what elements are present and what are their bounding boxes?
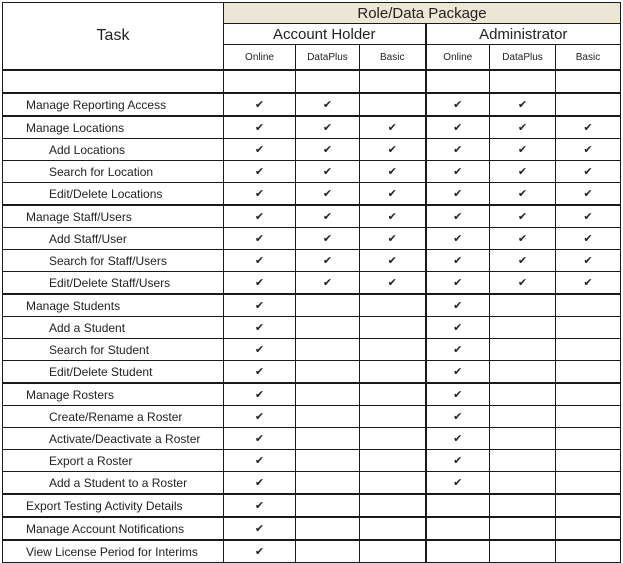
table-row	[3, 317, 621, 339]
permission-cell	[490, 472, 556, 495]
permission-cell	[296, 450, 360, 472]
permission-cell	[296, 205, 360, 228]
checkmark-icon: ✔	[453, 211, 463, 223]
task-label: Add Staff/User	[3, 228, 224, 250]
permission-cell	[490, 450, 556, 472]
permission-cell	[224, 517, 296, 540]
permission-cell	[490, 540, 556, 563]
permission-cell	[426, 250, 490, 272]
task-label: Manage Reporting Access	[3, 93, 224, 116]
permission-cell	[296, 428, 360, 450]
permission-cell	[296, 116, 360, 139]
table-row	[3, 383, 621, 406]
checkmark-icon: ✔	[453, 322, 463, 334]
task-label: Export Testing Activity Details	[3, 494, 224, 517]
permission-cell	[490, 205, 556, 228]
checkmark-icon: ✔	[322, 233, 333, 245]
checkmark-icon: ✔	[322, 144, 333, 156]
permission-cell	[426, 494, 490, 517]
permission-cell	[224, 450, 296, 472]
permission-cell	[360, 205, 426, 228]
table-row	[3, 361, 621, 384]
checkmark-icon: ✔	[387, 211, 397, 223]
checkmark-icon: ✔	[254, 411, 265, 423]
permission-cell	[426, 450, 490, 472]
permission-cell	[426, 339, 490, 361]
permission-cell	[296, 406, 360, 428]
permission-cell	[426, 517, 490, 540]
permission-cell	[556, 317, 621, 339]
checkmark-icon: ✔	[583, 255, 593, 267]
checkmark-icon: ✔	[322, 188, 333, 200]
checkmark-icon: ✔	[322, 211, 333, 223]
permission-cell	[360, 339, 426, 361]
checkmark-icon: ✔	[387, 255, 397, 267]
checkmark-icon: ✔	[453, 344, 463, 356]
permission-cell	[360, 272, 426, 295]
permission-cell	[360, 228, 426, 250]
checkmark-icon: ✔	[453, 411, 463, 423]
permission-cell	[556, 450, 621, 472]
task-label: Manage Locations	[3, 116, 224, 139]
permission-cell	[360, 116, 426, 139]
group-header-account-holder: Account Holder	[224, 24, 426, 45]
table-row	[3, 517, 621, 540]
checkmark-icon: ✔	[387, 188, 397, 200]
permission-cell	[296, 272, 360, 295]
role-package-header: Role/Data Package	[224, 3, 621, 24]
task-label: Manage Account Notifications	[3, 517, 224, 540]
permission-cell	[556, 540, 621, 563]
permission-cell	[556, 228, 621, 250]
checkmark-icon: ✔	[517, 99, 528, 111]
permission-cell	[224, 406, 296, 428]
checkmark-icon: ✔	[583, 277, 593, 289]
permission-cell	[360, 428, 426, 450]
permission-cell	[426, 93, 490, 116]
permission-cell	[296, 494, 360, 517]
permission-cell	[490, 361, 556, 384]
checkmark-icon: ✔	[254, 523, 265, 535]
task-label: Edit/Delete Locations	[3, 183, 224, 206]
checkmark-icon: ✔	[453, 233, 463, 245]
checkmark-icon: ✔	[453, 389, 463, 401]
permission-cell	[360, 361, 426, 384]
permission-cell	[490, 228, 556, 250]
permission-cell	[296, 228, 360, 250]
permission-cell	[490, 161, 556, 183]
permission-cell	[556, 361, 621, 384]
permission-cell	[224, 494, 296, 517]
checkmark-icon: ✔	[322, 99, 333, 111]
permission-cell	[224, 294, 296, 317]
permission-cell	[224, 228, 296, 250]
permission-cell	[490, 139, 556, 161]
checkmark-icon: ✔	[517, 144, 528, 156]
permission-cell	[296, 139, 360, 161]
checkmark-icon: ✔	[254, 277, 265, 289]
table-row	[3, 406, 621, 428]
permission-cell	[224, 205, 296, 228]
permission-cell	[360, 383, 426, 406]
task-label: Edit/Delete Student	[3, 361, 224, 384]
table-row	[3, 183, 621, 206]
permission-cell	[224, 540, 296, 563]
permission-cell	[360, 472, 426, 495]
permission-cell	[296, 540, 360, 563]
table-header	[3, 3, 621, 71]
permission-cell	[224, 250, 296, 272]
table-row	[3, 161, 621, 183]
task-label: Manage Rosters	[3, 383, 224, 406]
task-label: Search for Student	[3, 339, 224, 361]
checkmark-icon: ✔	[453, 122, 463, 134]
permission-cell	[360, 294, 426, 317]
permission-cell	[556, 183, 621, 206]
checkmark-icon: ✔	[254, 211, 265, 223]
checkmark-icon: ✔	[254, 300, 265, 312]
checkmark-icon: ✔	[322, 166, 333, 178]
checkmark-icon: ✔	[322, 255, 333, 267]
permission-cell	[556, 139, 621, 161]
checkmark-icon: ✔	[254, 546, 265, 558]
checkmark-icon: ✔	[254, 366, 265, 378]
checkmark-icon: ✔	[387, 233, 397, 245]
permission-cell	[490, 383, 556, 406]
table-row	[3, 139, 621, 161]
permission-cell	[556, 339, 621, 361]
checkmark-icon: ✔	[254, 99, 265, 111]
permission-cell	[426, 294, 490, 317]
checkmark-icon: ✔	[453, 300, 463, 312]
permission-cell	[296, 250, 360, 272]
permission-cell	[556, 250, 621, 272]
task-label: Search for Staff/Users	[3, 250, 224, 272]
task-label: Add a Student to a Roster	[3, 472, 224, 495]
permission-cell	[296, 93, 360, 116]
package-header: Basic	[360, 45, 426, 71]
permission-cell	[224, 272, 296, 295]
checkmark-icon: ✔	[583, 233, 593, 245]
checkmark-icon: ✔	[453, 166, 463, 178]
header-spacer-row	[3, 70, 621, 93]
permission-cell	[360, 317, 426, 339]
checkmark-icon: ✔	[517, 188, 528, 200]
permission-cell	[426, 472, 490, 495]
permission-cell	[426, 228, 490, 250]
table-row	[3, 294, 621, 317]
checkmark-icon: ✔	[517, 255, 528, 267]
permission-cell	[490, 406, 556, 428]
checkmark-icon: ✔	[254, 144, 265, 156]
checkmark-icon: ✔	[453, 277, 463, 289]
table-row	[3, 494, 621, 517]
checkmark-icon: ✔	[254, 500, 265, 512]
checkmark-icon: ✔	[453, 366, 463, 378]
checkmark-icon: ✔	[254, 455, 265, 467]
task-label: Export a Roster	[3, 450, 224, 472]
permission-cell	[426, 540, 490, 563]
table-row	[3, 205, 621, 228]
permission-cell	[556, 205, 621, 228]
permission-cell	[556, 494, 621, 517]
permission-cell	[224, 183, 296, 206]
permission-cell	[360, 494, 426, 517]
checkmark-icon: ✔	[453, 99, 463, 111]
checkmark-icon: ✔	[254, 233, 265, 245]
checkmark-icon: ✔	[517, 122, 528, 134]
checkmark-icon: ✔	[387, 122, 397, 134]
checkmark-icon: ✔	[254, 433, 265, 445]
group-header-administrator: Administrator	[426, 24, 621, 45]
permission-cell	[296, 294, 360, 317]
task-column-header: Task	[3, 3, 224, 71]
checkmark-icon: ✔	[517, 211, 528, 223]
task-label: Edit/Delete Staff/Users	[3, 272, 224, 295]
table-row	[3, 93, 621, 116]
permission-cell	[556, 517, 621, 540]
checkmark-icon: ✔	[453, 433, 463, 445]
permission-cell	[490, 428, 556, 450]
package-header: DataPlus	[490, 45, 556, 71]
permission-cell	[426, 383, 490, 406]
permission-cell	[490, 272, 556, 295]
table-body	[3, 70, 621, 563]
permission-cell	[360, 93, 426, 116]
checkmark-icon: ✔	[254, 344, 265, 356]
permission-cell	[556, 406, 621, 428]
permission-cell	[426, 205, 490, 228]
permission-cell	[224, 161, 296, 183]
permission-cell	[224, 383, 296, 406]
checkmark-icon: ✔	[583, 144, 593, 156]
permission-cell	[296, 383, 360, 406]
permission-cell	[556, 294, 621, 317]
checkmark-icon: ✔	[254, 188, 265, 200]
permission-cell	[296, 317, 360, 339]
permission-cell	[224, 93, 296, 116]
permission-cell	[426, 161, 490, 183]
permission-cell	[360, 517, 426, 540]
permission-cell	[360, 139, 426, 161]
permission-cell	[224, 116, 296, 139]
task-label: Add Locations	[3, 139, 224, 161]
permission-cell	[296, 472, 360, 495]
permission-cell	[556, 383, 621, 406]
package-header: DataPlus	[296, 45, 360, 71]
permission-cell	[360, 406, 426, 428]
table-row	[3, 116, 621, 139]
permission-cell	[490, 317, 556, 339]
table-row	[3, 450, 621, 472]
checkmark-icon: ✔	[583, 122, 593, 134]
permission-cell	[224, 139, 296, 161]
permission-cell	[556, 272, 621, 295]
permission-cell	[426, 116, 490, 139]
checkmark-icon: ✔	[254, 477, 265, 489]
package-header: Online	[426, 45, 490, 71]
task-label: View License Period for Interims	[3, 540, 224, 563]
package-header: Basic	[556, 45, 621, 71]
checkmark-icon: ✔	[517, 233, 528, 245]
table-row	[3, 228, 621, 250]
permission-cell	[360, 450, 426, 472]
task-label: Activate/Deactivate a Roster	[3, 428, 224, 450]
permission-cell	[556, 472, 621, 495]
permission-cell	[360, 540, 426, 563]
permission-cell	[296, 183, 360, 206]
table-row	[3, 250, 621, 272]
permission-cell	[360, 183, 426, 206]
checkmark-icon: ✔	[254, 322, 265, 334]
permission-cell	[426, 272, 490, 295]
task-label: Manage Students	[3, 294, 224, 317]
checkmark-icon: ✔	[517, 277, 528, 289]
permission-cell	[490, 339, 556, 361]
checkmark-icon: ✔	[453, 255, 463, 267]
permission-cell	[296, 161, 360, 183]
checkmark-icon: ✔	[453, 477, 463, 489]
checkmark-icon: ✔	[453, 188, 463, 200]
checkmark-icon: ✔	[322, 122, 333, 134]
permission-cell	[426, 183, 490, 206]
checkmark-icon: ✔	[387, 144, 397, 156]
permission-cell	[426, 361, 490, 384]
permission-cell	[426, 428, 490, 450]
task-label: Create/Rename a Roster	[3, 406, 224, 428]
table-row	[3, 272, 621, 295]
permission-cell	[360, 161, 426, 183]
permission-cell	[224, 428, 296, 450]
permissions-table	[2, 2, 621, 563]
permission-cell	[490, 517, 556, 540]
permission-cell	[490, 250, 556, 272]
permission-cell	[490, 294, 556, 317]
checkmark-icon: ✔	[453, 144, 463, 156]
checkmark-icon: ✔	[254, 255, 265, 267]
task-label: Add a Student	[3, 317, 224, 339]
permission-cell	[224, 361, 296, 384]
permission-cell	[296, 339, 360, 361]
checkmark-icon: ✔	[583, 211, 593, 223]
permission-cell	[224, 317, 296, 339]
permission-cell	[224, 472, 296, 495]
permission-cell	[490, 116, 556, 139]
checkmark-icon: ✔	[254, 389, 265, 401]
permission-cell	[296, 517, 360, 540]
package-header: Online	[224, 45, 296, 71]
checkmark-icon: ✔	[387, 277, 397, 289]
table-row	[3, 339, 621, 361]
checkmark-icon: ✔	[453, 455, 463, 467]
checkmark-icon: ✔	[254, 122, 265, 134]
checkmark-icon: ✔	[583, 188, 593, 200]
permission-cell	[426, 406, 490, 428]
permission-cell	[490, 494, 556, 517]
table-row	[3, 428, 621, 450]
permission-cell	[556, 428, 621, 450]
checkmark-icon: ✔	[387, 166, 397, 178]
permission-cell	[490, 93, 556, 116]
task-label: Manage Staff/Users	[3, 205, 224, 228]
table-row	[3, 472, 621, 495]
checkmark-icon: ✔	[517, 166, 528, 178]
checkmark-icon: ✔	[583, 166, 593, 178]
permission-cell	[426, 139, 490, 161]
permission-cell	[490, 183, 556, 206]
permission-cell	[556, 161, 621, 183]
permission-cell	[426, 317, 490, 339]
permission-cell	[556, 93, 621, 116]
table-row	[3, 540, 621, 563]
checkmark-icon: ✔	[254, 166, 265, 178]
checkmark-icon: ✔	[322, 277, 333, 289]
task-label: Search for Location	[3, 161, 224, 183]
permission-cell	[224, 339, 296, 361]
permission-cell	[360, 250, 426, 272]
permission-cell	[556, 116, 621, 139]
permission-cell	[296, 361, 360, 384]
